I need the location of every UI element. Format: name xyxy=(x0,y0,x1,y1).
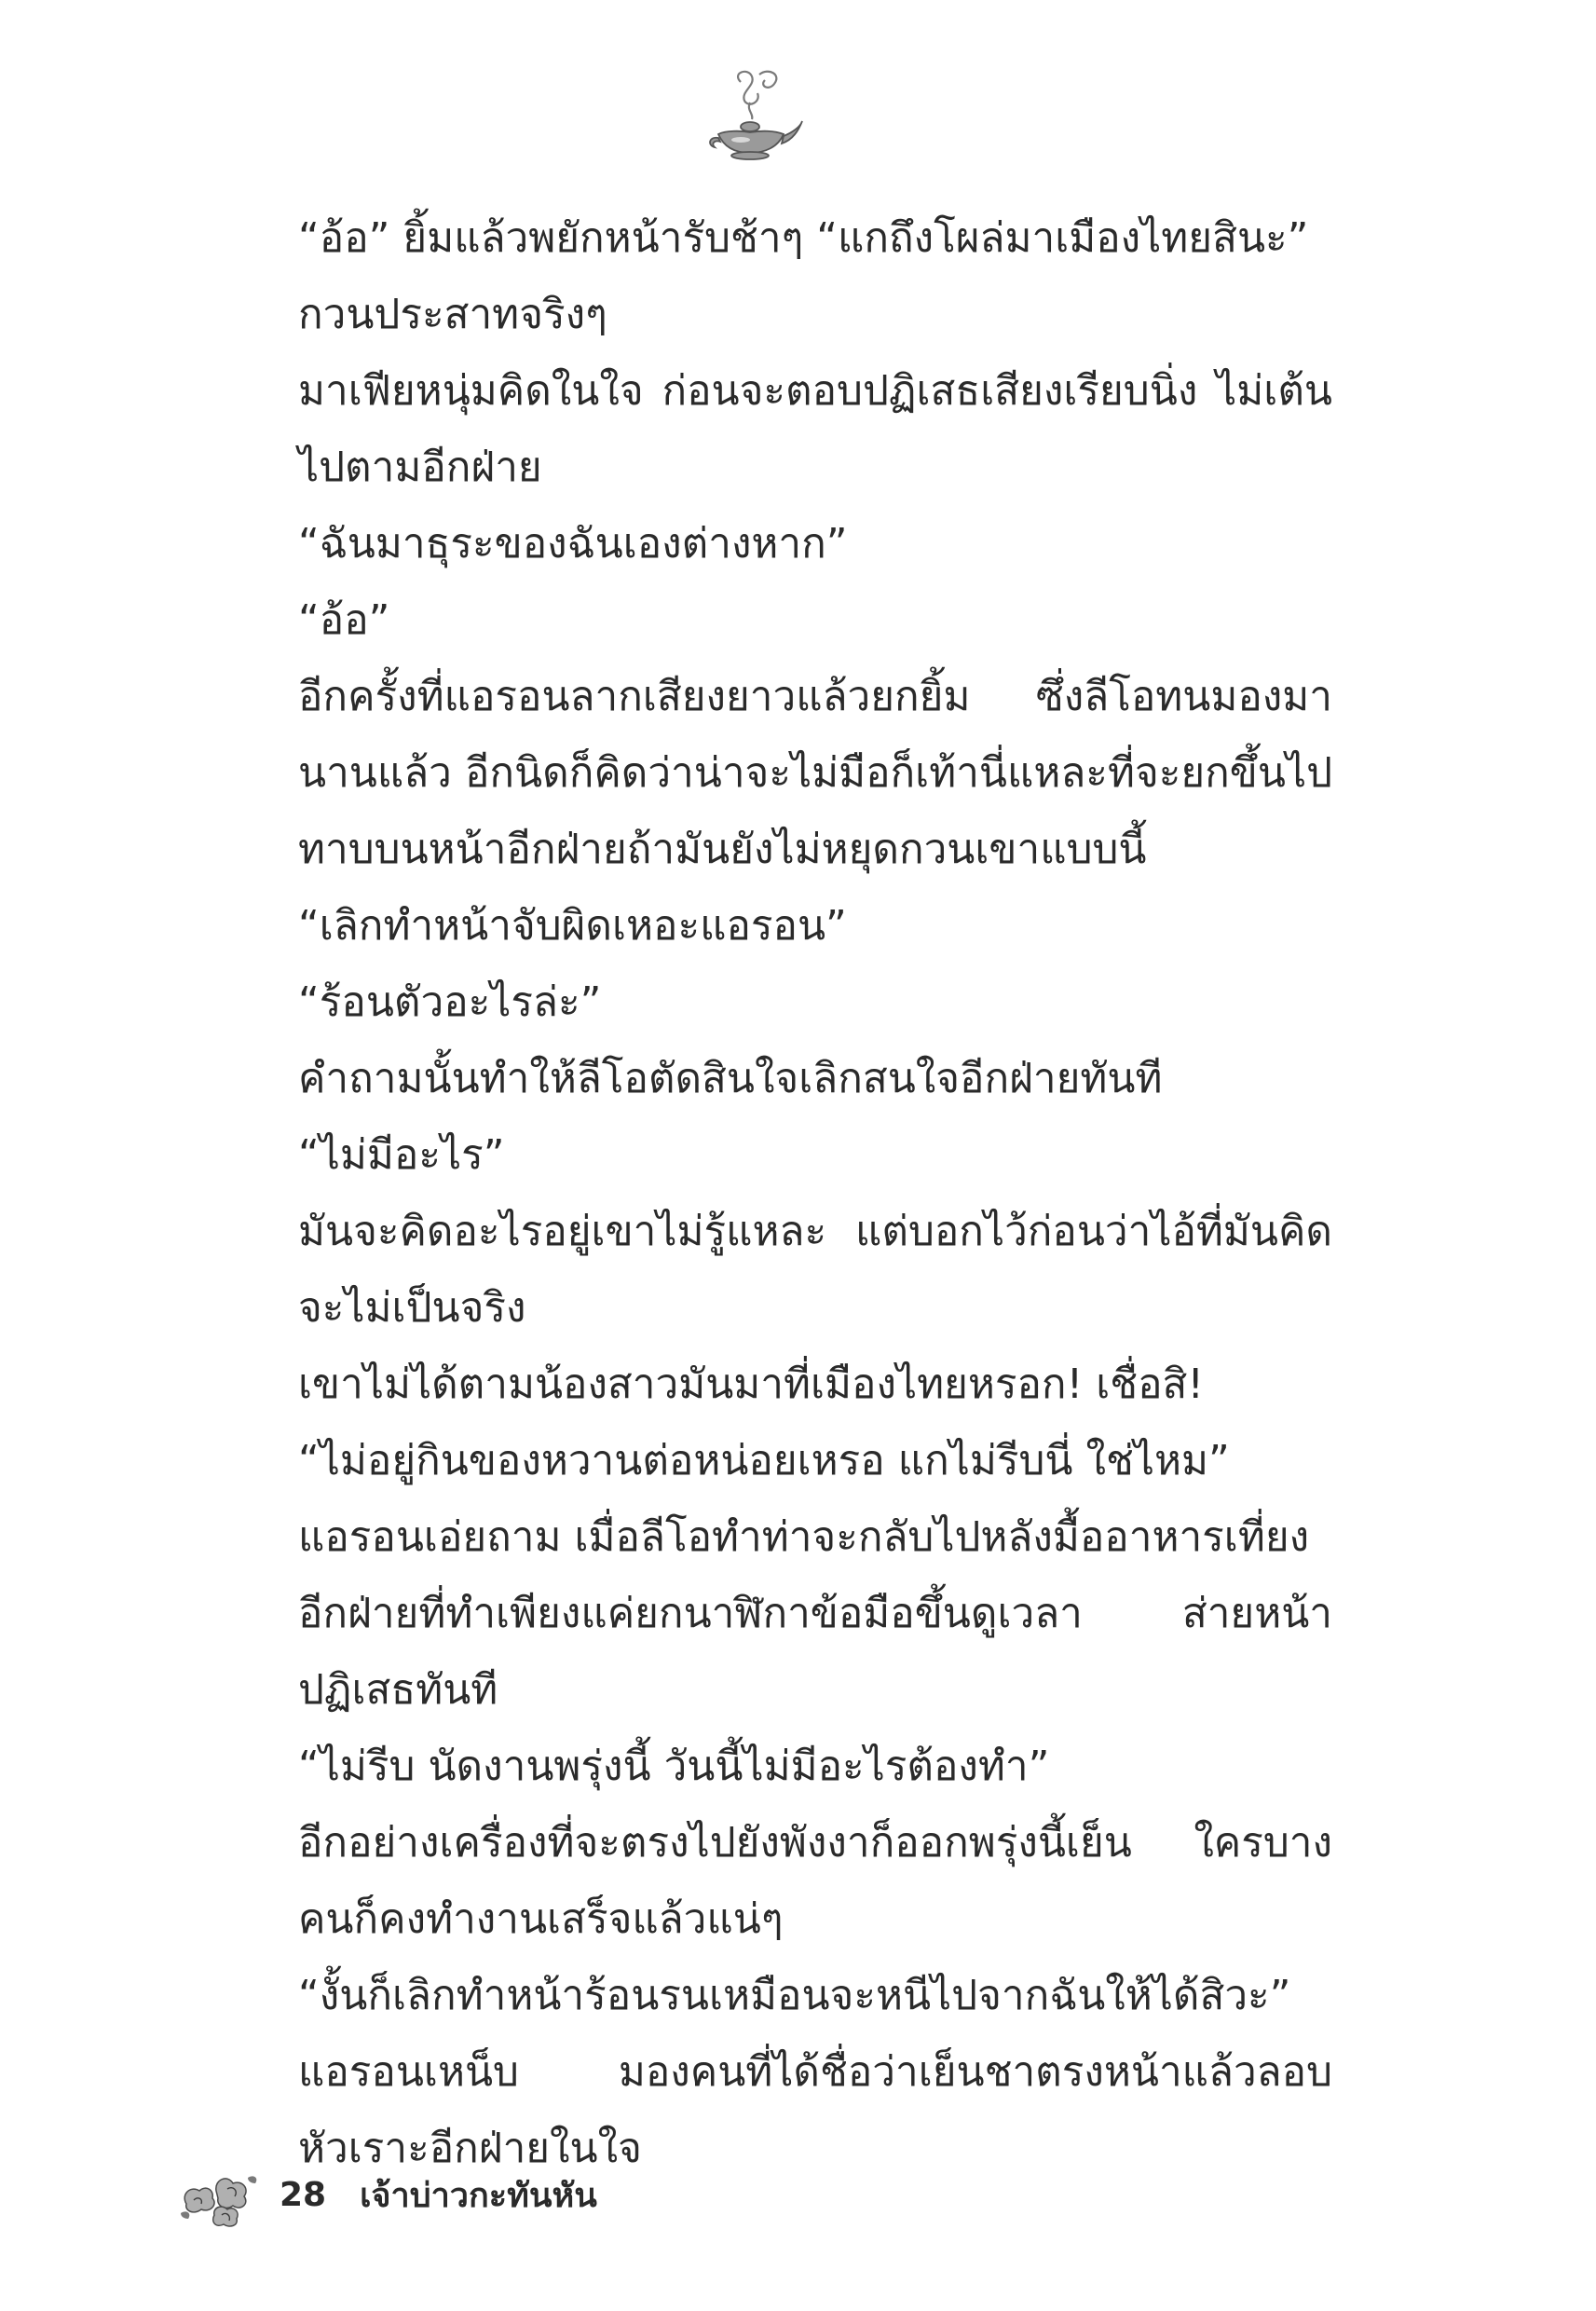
paragraph: แอรอนเอ่ยถาม เมื่อลีโอทำท่าจะกลับไปหลังมื้ออาหารเที่ยง xyxy=(298,1513,1310,1561)
book-title: เจ้าบ่าวกะทันหัน xyxy=(360,2176,597,2215)
paragraph: อีกอย่างเครื่องที่จะตรงไปยังพังงาก็ออกพรุ่งนี้เย็น ใครบางคนก็คงทำงานเสร็จแล้วแน่ๆ xyxy=(298,1819,1332,1943)
lamp-ornament-icon xyxy=(703,65,806,163)
paragraph: คำถามนั้นทำให้ลีโอตัดสินใจเลิกสนใจอีกฝ่ายทันที xyxy=(298,1055,1163,1102)
paragraph: มันจะคิดอะไรอยู่เขาไม่รู้แหละ แต่บอกไว้ก่อนว่าไอ้ที่มันคิดจะไม่เป็นจริง xyxy=(298,1208,1332,1332)
paragraph: “ฉันมาธุระของฉันเองต่างหาก” xyxy=(298,520,848,567)
paragraph: “ร้อนตัวอะไรล่ะ” xyxy=(298,978,602,1026)
paragraph: “งั้นก็เลิกทำหน้าร้อนรนเหมือนจะหนีไปจากฉันให้ได้สิวะ” แอรอนเหน็บ มองคนที่ได้ชื่อว่าเย็นชาตรงหน้าแล้วลอบหัวเราะอีกฝ่ายในใจ xyxy=(298,1972,1332,2172)
body-text xyxy=(186,200,1332,2187)
paragraph: “ไม่รีบ นัดงานพรุ่งนี้ วันนี้ไม่มีอะไรต้องทำ” xyxy=(298,1743,1050,1790)
paragraph: อีกครั้งที่แอรอนลากเสียงยาวแล้วยกยิ้ม ซึ่งลีโอทนมองมานานแล้ว อีกนิดก็คิดว่าน่าจะไม่มือก็เท้านี่แหละที่จะยกขึ้นไปทาบบนหน้าอีกฝ่ายถ้ามันยังไม่หยุดกวนเขาแบบนี้ xyxy=(298,673,1332,873)
paragraph: เขาไม่ได้ตามน้องสาวมันมาที่เมืองไทยหรอก! เชื่อสิ! xyxy=(298,1361,1205,1408)
paragraph: มาเฟียหนุ่มคิดในใจ ก่อนจะตอบปฏิเสธเสียงเรียบนิ่ง ไม่เต้นไปตามอีกฝ่าย xyxy=(298,367,1332,491)
page-number: 28 xyxy=(280,2175,327,2214)
paragraph: “เลิกทำหน้าจับผิดเหอะแอรอน” xyxy=(298,902,847,950)
rose-ornament-icon xyxy=(177,2157,261,2232)
paragraph: “อ้อ” ยิ้มแล้วพยักหน้ารับช้าๆ “แกถึงโผล่มาเมืองไทยสินะ” xyxy=(298,214,1309,262)
paragraph: “ไม่มีอะไร” xyxy=(298,1131,505,1179)
paragraph: “ไม่อยู่กินของหวานต่อหน่อยเหรอ แกไม่รีบนี่ ใช่ไหม” xyxy=(298,1437,1230,1484)
paragraph: “อ้อ” xyxy=(298,596,390,644)
page-footer xyxy=(177,2153,597,2236)
paragraph: อีกฝ่ายที่ทำเพียงแค่ยกนาฬิกาข้อมือขึ้นดูเวลา ส่ายหน้าปฏิเสธทันที xyxy=(298,1590,1332,1714)
paragraph: กวนประสาทจริงๆ xyxy=(298,291,607,338)
